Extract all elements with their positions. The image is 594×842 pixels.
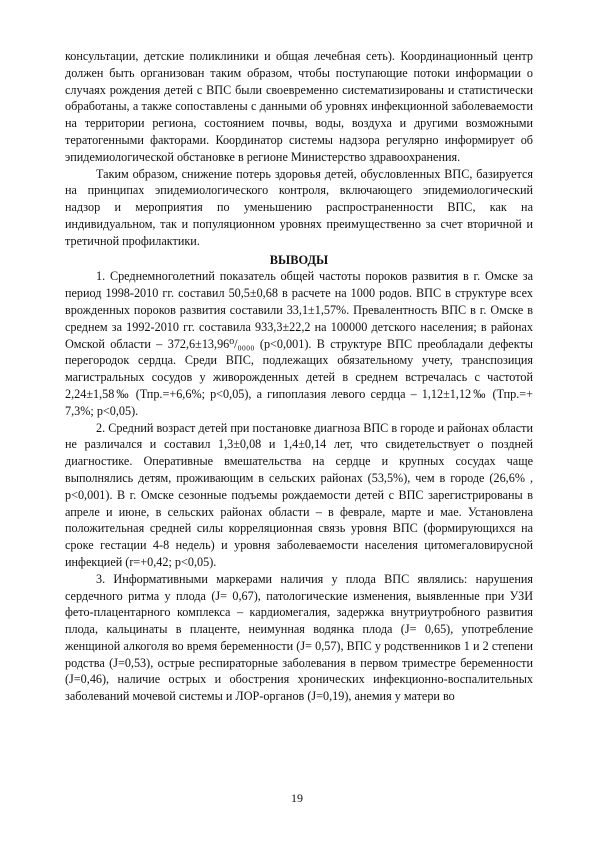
- paragraph-coordination-center: консультации, детские поликлиники и общая лечебная сеть). Координационный центр должен быть организован таким образом, чтобы поступающие потоки информации о случаях рождения детей с ВПС были своевременно систематизированы и статистически обработаны, а также сопоставлены с данными об уровнях инфекционной заболеваемости на территории региона, состоянием почвы, воды, воздуха и другими возможными тератогенными факторами. Координатор системы надзора регулярно информирует об эпидемиологической обстановке в регионе Министерство здравоохранения.: [65, 49, 533, 164]
- page-number: 19: [291, 791, 303, 805]
- conclusion-item-1: 1. Среднемноголетний показатель общей частоты пороков развития в г. Омске за период 1998-2010 гг. составил 50,5±0,68 в расчете на 1000 родов. ВПС в структуре всех врожденных пороков развития составили 33,1±1,57%. Превалентность ВПС в г. Омске в среднем за 1992-2010 гг. составила 933,3±22,2 на 100000 детского населения; в районах Омской области – 372,6±13,96⁰/₀₀₀₀ (р<0,001). В структуре ВПС преобладали дефекты перегородок сердца. Среди ВПС, подлежащих обязательному учету, транспозиция магистральных сосудов у живорожденных детей в среднем встречалась с частотой 2,24±1,58‰ (Тпр.=+6,6%; р<0,05), а гипоплазия левого сердца – 1,12±1,12‰ (Тпр.=+ 7,3%; р<0,05).: [65, 269, 533, 418]
- paragraph-summary: Таким образом, снижение потерь здоровья детей, обусловленных ВПС, базируется на принципах эпидемиологического контроля, включающего эпидемиологический надзор и мероприятия по уменьшению распространенности ВПС, как на индивидуальном, так и популяционном уровнях преимущественно за счет вторичной и третичной профилактики.: [65, 166, 533, 248]
- section-heading-conclusions: ВЫВОДЫ: [269, 252, 329, 267]
- conclusion-item-3: 3. Информативными маркерами наличия у плода ВПС являлись: нарушения сердечного ритма у плода (J= 0,67), патологические изменения, выявленные при УЗИ фето-плацентарного комплекса – кардиомегалия, задержка внутриутробного развития плода, кальцинаты в плаценте, неимунная водянка плода (J= 0,65), употребление женщиной алкоголя во время беременности (J= 0,57), ВПС у родственников 1 и 2 степени родства (J=0,53), острые респираторные заболевания в первом триместре беременности (J=0,46), наличие острых и обострения хронических инфекционно-воспалительных заболеваний мочевой системы и ЛОР-органов (J=0,19), анемия у матери во: [65, 571, 533, 704]
- conclusion-item-2: 2. Средний возраст детей при постановке диагноза ВПС в городе и районах области не различался и составил 1,3±0,08 и 1,4±0,14 лет, что свидетельствует о поздней диагностике. Оперативные вмешательства на сердце и крупных сосудах чаще выполнялись детям, проживающим в сельских районах (53,5%), чем в городе (26,6% , р<0,001). В г. Омске сезонные подъемы рождаемости детей с ВПС зарегистрированы в апреле и июне, в сельских районах области – в феврале, марте и мае. Установлена положительная средней силы корреляционная связь уровня ВПС (формирующихся на сроке гестации 4-8 недель) и уровня заболеваемости населения цитомегаловирусной инфекцией (r=+0,42; р<0,05).: [65, 420, 533, 569]
